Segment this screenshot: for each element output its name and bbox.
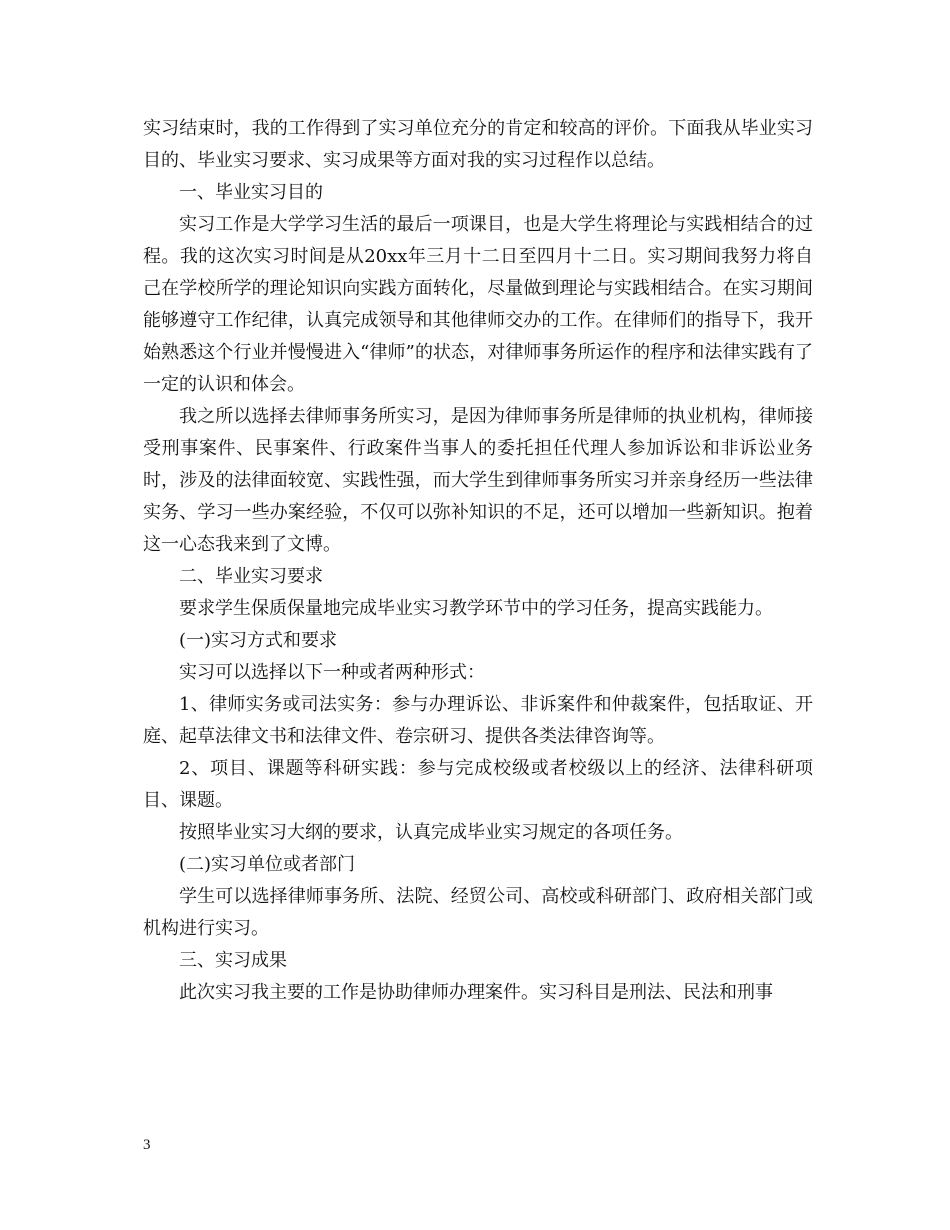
paragraph-requirements: 要求学生保质保量地完成毕业实习教学环节中的学习任务，提高实践能力。	[179, 598, 773, 619]
heading-results: 三、实习成果	[179, 950, 287, 971]
paragraph-forms: 实习可以选择以下一种或者两种形式：	[179, 662, 485, 683]
document-body	[143, 113, 813, 1009]
page-number: 3	[143, 1137, 151, 1153]
paragraph-results: 此次实习我主要的工作是协助律师办理案件。实习科目是刑法、民法和刑事	[179, 982, 773, 1003]
heading-requirements: 二、毕业实习要求	[179, 566, 323, 587]
heading-purpose: 一、毕业实习目的	[179, 182, 323, 203]
paragraph-intro: 实习结束时，我的工作得到了实习单位充分的肯定和较高的评价。下面我从毕业实习目的、毕业实习要求、实习成果等方面对我的实习过程作以总结。	[143, 118, 813, 171]
list-item-1: 1、律师实务或司法实务：参与办理诉讼、非诉案件和仲裁案件，包括取证、开庭、起草法律文书和法律文件、卷宗研习、提供各类法律咨询等。	[143, 694, 813, 747]
subheading-method: (一)实习方式和要求	[179, 630, 338, 651]
list-item-2: 2、项目、课题等科研实践：参与完成校级或者校级以上的经济、法律科研项目、课题。	[143, 758, 813, 811]
paragraph-reason: 我之所以选择去律师事务所实习，是因为律师事务所是律师的执业机构，律师接受刑事案件、民事案件、行政案件当事人的委托担任代理人参加诉讼和非诉讼业务时，涉及的法律面较宽、实践性强，而大学生到律师事务所实习并亲身经历一些法律实务、学习一些办案经验，不仅可以弥补知识的不足，还可以增加一些新知识。抱着这一心态我来到了文博。	[143, 406, 813, 555]
paragraph-purpose: 实习工作是大学学习生活的最后一项课目，也是大学生将理论与实践相结合的过程。我的这次实习时间是从20xx年三月十二日至四月十二日。实习期间我努力将自己在学校所学的理论知识向实践方面转化，尽量做到理论与实践相结合。在实习期间能够遵守工作纪律，认真完成领导和其他律师交办的工作。在律师们的指导下，我开始熟悉这个行业并慢慢进入“律师”的状态，对律师事务所运作的程序和法律实践有了一定的认识和体会。	[143, 214, 813, 395]
paragraph-unit: 学生可以选择律师事务所、法院、经贸公司、高校或科研部门、政府相关部门或机构进行实习。	[143, 886, 813, 939]
paragraph-outline: 按照毕业实习大纲的要求，认真完成毕业实习规定的各项任务。	[179, 822, 683, 843]
subheading-unit: (二)实习单位或者部门	[179, 854, 356, 875]
